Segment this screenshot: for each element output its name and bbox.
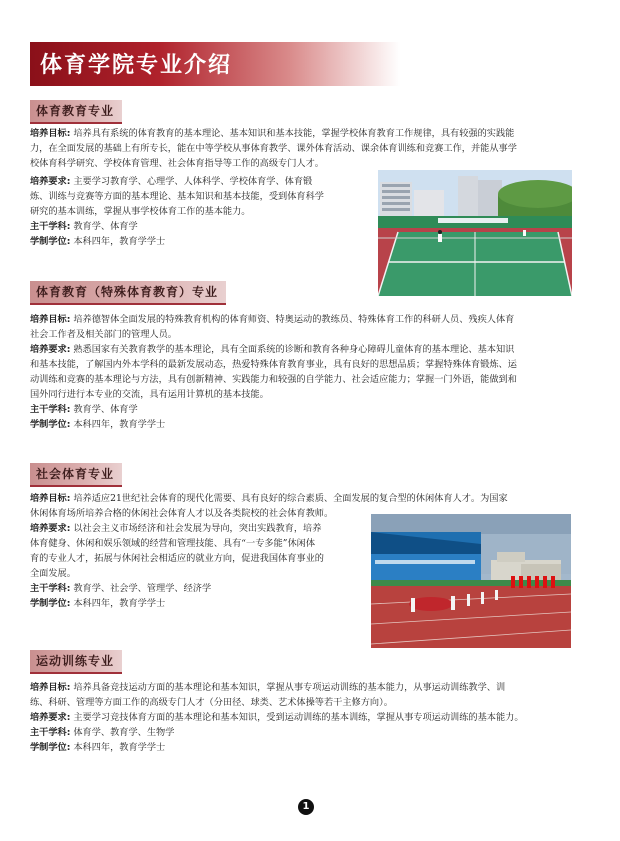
section-sports-training-text: 培养目标: 培养具备竞技运动方面的基本理论和基本知识，掌握从事专项运动训练的基本能力，从事运动训练教学、训 练、科研、管理等方面工作的高级专门人才（分田径、球类、艺术体操等若干主修方向）。 培养要求: 主要学习竞技体育方面的基本理论和基本知识，受到运动训练的基本训练，掌握从事专项运动训练的基本能力。 主干学科: 体育学、教育学、生物学 学制学位: 本科四年，教育学学士 (30, 682, 524, 753)
req-label: 培养要求: (30, 523, 71, 534)
degree-label: 学制学位: (30, 419, 71, 430)
page-number: 1 (298, 799, 314, 815)
section-tag-social-sports: 社会体育专业 (30, 463, 122, 487)
section-social-sports-req: 培养要求: 以社会主义市场经济和社会发展为导向，突出实践教育，培养 体育健身、休闲和娱乐领域的经营和管理技能、具有“一专多能”休闲体 育的专业人才，拓展与休闲社会相适应的就业方向，促进我国体育事业的 全面发展。 主干学科: 教育学、社会学、管理学、经济学 学制学位: 本科四年，教育学学士 (30, 523, 324, 609)
goal-label: 培养目标: (30, 493, 71, 504)
title-banner (30, 42, 400, 86)
degree-label: 学制学位: (30, 598, 71, 609)
page-title: 体育学院专业介绍 (40, 53, 233, 78)
stadium-ceremony-photo (371, 514, 571, 648)
tennis-court-image (378, 170, 572, 296)
tennis-court-photo (378, 170, 572, 296)
subject-label: 主干学科: (30, 583, 71, 594)
goal-label: 培养目标: (30, 128, 71, 139)
section-social-sports-goal: 培养目标: 培养适应21世纪社会体育的现代化需要、具有良好的综合素质、全面发展的复合型的休闲体育人才。为国家 休闲体育场所培养合格的休闲社会体育人才以及各类院校的社会体育教师。 (30, 493, 508, 519)
goal-label: 培养目标: (30, 682, 71, 693)
section-physical-education-goal: 培养目标: 培养具有系统的体育教育的基本理论、基本知识和基本技能，掌握学校体育教育工作规律，具有较强的实践能 力，在全面发展的基础上有所专长，能在中等学校从事体育教学、课外体育活动、课余体育训练和竞赛工作，并能从事学 校体育科学研究、学校体育管理、社会体育指导等工作的高级专门人才。 (30, 128, 517, 169)
stadium-image (371, 514, 571, 648)
section-physical-education-req: 培养要求: 主要学习教育学、心理学、人体科学、学校体育学、体育锻 炼、训练与竞赛等方面的基本理论、基本知识和基本技能，受到体育科学 研究的基本训练，掌握从事学校体育工作的基本能力。 主干学科: 教育学、体育学 学制学位: 本科四年，教育学学士 (30, 176, 324, 247)
degree-label: 学制学位: (30, 236, 71, 247)
degree-label: 学制学位: (30, 742, 71, 753)
section-tag-sports-training: 运动训练专业 (30, 650, 122, 674)
req-label: 培养要求: (30, 712, 71, 723)
subject-label: 主干学科: (30, 727, 71, 738)
goal-label: 培养目标: (30, 314, 71, 325)
section-special-education-text: 培养目标: 培养德智体全面发展的特殊教育机构的体育师资、特奥运动的教练员、特殊体育工作的科研人员、残疾人体育 社会工作者及相关部门的管理人员。 培养要求: 熟悉国家有关教育教学的基本理论，具有全面系统的诊断和教育各种身心障碍儿童体育的基本理论、基本知识 和基本技能，了解国内外本学科的最新发展动态，热爱特殊体育教育事业，具有良好的思想品质；掌握特殊体育锻炼、运 动训练和竞赛的基本理论与方法，具有创新精神、实践能力和较强的自学能力、社会适应能力；掌握一门外语，能做到和 国外同行进行本专业的交流，具有运用计算机的基本技能。 主干学科: 教育学、体育学 学制学位: 本科四年，教育学学士 (30, 314, 517, 430)
section-tag-special-physical-education: 体育教育（特殊体育教育）专业 (30, 281, 226, 305)
subject-label: 主干学科: (30, 221, 71, 232)
section-tag-physical-education: 体育教育专业 (30, 100, 122, 124)
subject-label: 主干学科: (30, 404, 71, 415)
req-label: 培养要求: (30, 344, 71, 355)
req-label: 培养要求: (30, 176, 71, 187)
